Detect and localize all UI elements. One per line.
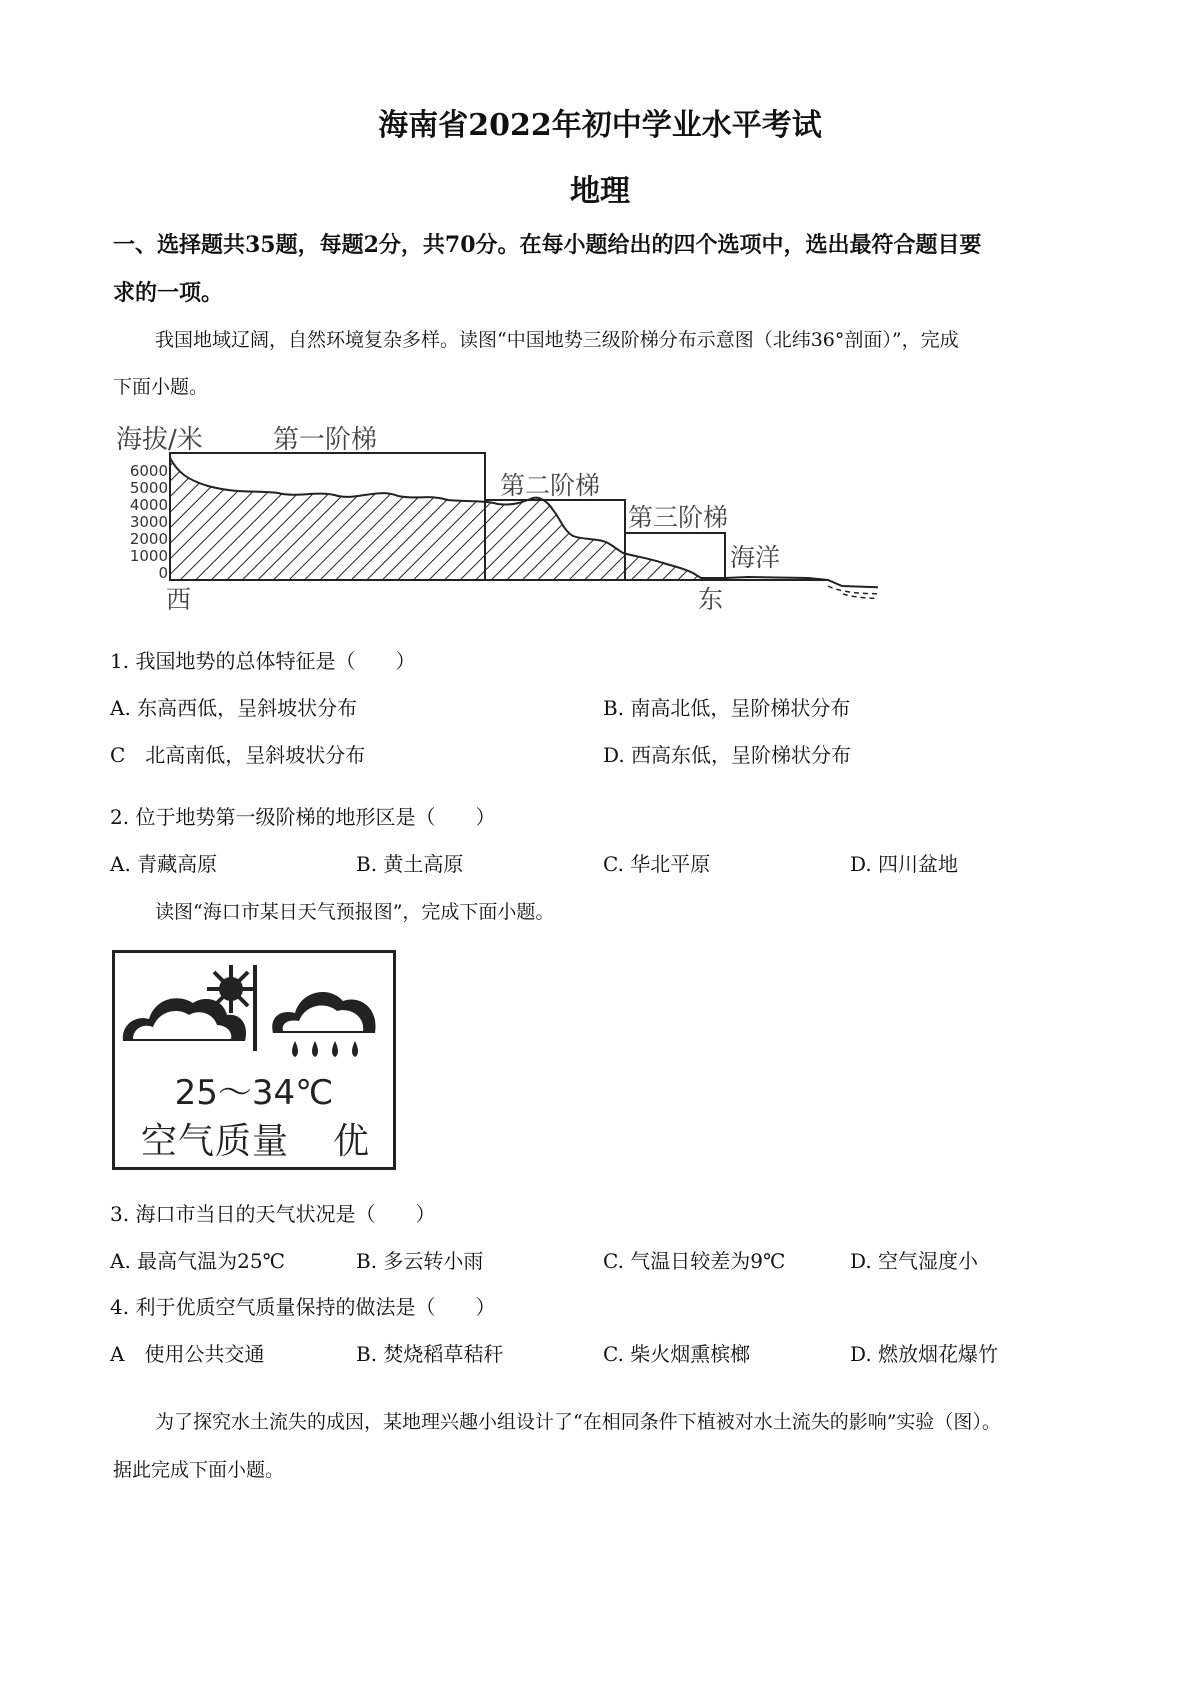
step1-label: 第一阶梯 <box>273 425 378 455</box>
section-heading-line1: 一、选择题共35题，每题2分，共70分。在每小题给出的四个选项中，选出最符合题目要 <box>113 232 982 258</box>
q4-option-a: A 使用公共交通 <box>110 1342 265 1366</box>
q3-option-b: B. 多云转小雨 <box>356 1249 484 1273</box>
q1-option-a: A. 东高西低，呈斜坡状分布 <box>110 696 358 720</box>
section-heading-line2: 求的一项。 <box>113 280 224 306</box>
west-label: 西 <box>166 585 192 614</box>
q4-option-b: B. 焚烧稻草秸秆 <box>356 1342 504 1366</box>
q4-option-d: D. 燃放烟花爆竹 <box>850 1342 999 1366</box>
air-quality-label: 空气质量 <box>141 1121 290 1162</box>
q1-option-b: B. 南高北低，呈阶梯状分布 <box>603 696 851 720</box>
step2-label: 第二阶梯 <box>500 471 601 500</box>
step3-label: 第三阶梯 <box>628 503 729 532</box>
q2-option-c: C. 华北平原 <box>603 852 711 876</box>
coastal-plain-line <box>725 577 878 588</box>
question-3-stem: 3. 海口市当日的天气状况是（ ） <box>110 1202 436 1226</box>
y-tick: 4000 <box>129 496 168 514</box>
intro-paragraph-1: 我国地域辽阔，自然环境复杂多样。读图“中国地势三级阶梯分布示意图（北纬36°剖面）”，完成 <box>155 329 959 351</box>
temperature-range: 25～34℃ <box>174 1073 334 1113</box>
y-tick: 6000 <box>129 462 168 480</box>
east-label: 东 <box>698 585 724 614</box>
question-4-stem: 4. 利于优质空气质量保持的做法是（ ） <box>110 1295 496 1319</box>
q4-option-c: C. 柴火烟熏槟榔 <box>603 1342 751 1366</box>
weather-forecast-figure <box>112 950 396 1170</box>
q2-option-d: D. 四川盆地 <box>850 852 959 876</box>
q3-option-d: D. 空气湿度小 <box>850 1249 979 1273</box>
y-axis-ticks <box>130 462 168 582</box>
air-quality-value: 优 <box>333 1121 370 1162</box>
y-tick: 5000 <box>129 479 168 497</box>
y-tick: 0 <box>158 564 168 582</box>
question-2-stem: 2. 位于地势第一级阶梯的地形区是（ ） <box>110 805 496 829</box>
intro-paragraph-2: 读图“海口市某日天气预报图”，完成下面小题。 <box>155 901 555 923</box>
q1-option-c: C 北高南低，呈斜坡状分布 <box>110 743 366 767</box>
intro-paragraph-3: 为了探究水土流失的成因，某地理兴趣小组设计了“在相同条件下植被对水土流失的影响”实验（图）。 <box>155 1411 1001 1433</box>
y-tick: 3000 <box>129 513 168 531</box>
partly-cloudy-icon <box>123 965 255 1041</box>
light-rain-icon <box>272 992 375 1057</box>
q2-option-b: B. 黄土高原 <box>356 852 464 876</box>
q2-option-a: A. 青藏高原 <box>110 852 218 876</box>
terrain-profile-figure <box>108 418 878 618</box>
y-axis-label: 海拔/米 <box>116 425 203 455</box>
intro-paragraph-3-line2: 据此完成下面小题。 <box>113 1459 285 1481</box>
y-tick: 2000 <box>129 530 168 548</box>
intro-paragraph-1-line2: 下面小题。 <box>113 376 209 398</box>
q3-option-c: C. 气温日较差为9℃ <box>603 1249 786 1273</box>
question-1-stem: 1. 我国地势的总体特征是（ ） <box>110 649 416 673</box>
y-tick: 1000 <box>129 547 168 565</box>
q3-option-a: A. 最高气温为25℃ <box>110 1249 285 1273</box>
subject-title: 地理 <box>570 174 630 209</box>
exam-title: 海南省2022年初中学业水平考试 <box>378 108 822 143</box>
ocean-label: 海洋 <box>730 543 781 572</box>
q1-option-d: D. 西高东低，呈阶梯状分布 <box>603 743 852 767</box>
